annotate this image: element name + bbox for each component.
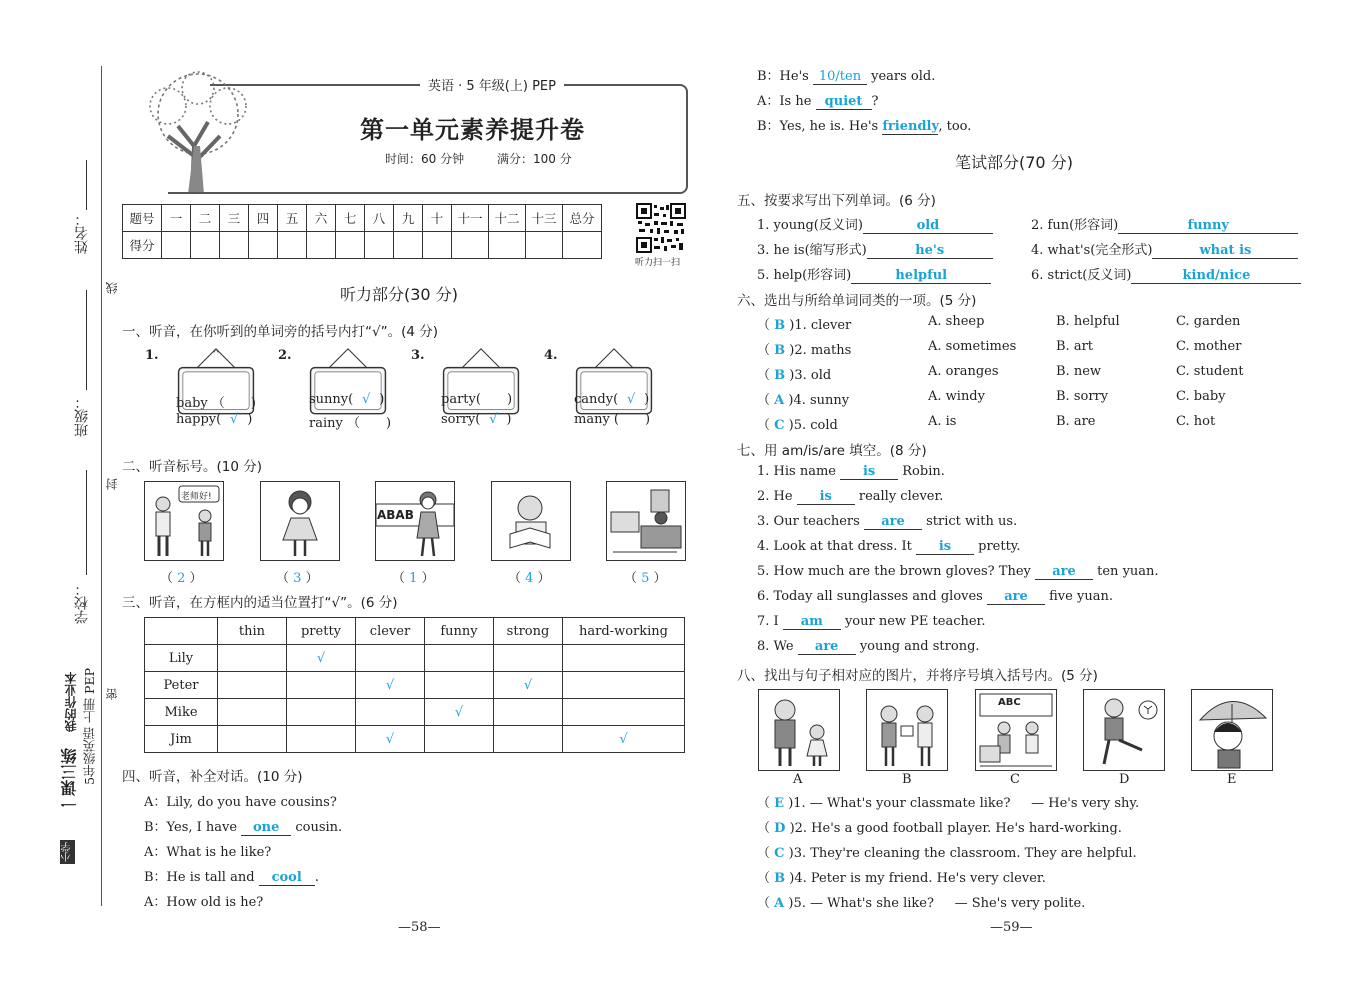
check-cell[interactable]: √ <box>356 726 425 753</box>
q7-text: 6. Today all sunglasses and gloves <box>757 589 983 604</box>
q7-text: 1. His name <box>757 464 836 479</box>
option-b: B. new <box>1056 364 1102 379</box>
dialog-line: years old. <box>871 69 936 84</box>
check-cell[interactable] <box>218 726 287 753</box>
check-mark[interactable]: √ <box>362 392 371 407</box>
picture-c-cleaning <box>975 689 1057 771</box>
q7-title: 七、用 am/is/are 填空。(8 分) <box>737 443 927 459</box>
q2-answer[interactable]: 1 <box>409 571 418 586</box>
q8-sentence: )4. Peter is my friend. He's very clever. <box>789 871 1046 886</box>
choice-answer[interactable]: C <box>774 418 785 433</box>
speech-bubble-text: 老师好! <box>181 492 212 502</box>
choice-answer[interactable]: B <box>774 318 786 333</box>
listening-section-title: 听力部分(30 分) <box>340 285 458 304</box>
picture-girl <box>260 481 340 561</box>
table-header: strong <box>494 618 563 645</box>
q5-title: 五、按要求写出下列单词。(6 分) <box>737 193 936 209</box>
table-row <box>145 699 685 726</box>
q8-sentence: )1. — What's your classmate like? — He's very shy. <box>788 796 1140 811</box>
option-c: C. garden <box>1176 314 1241 329</box>
score-row-label: 题号 <box>123 205 162 232</box>
check-cell[interactable] <box>494 726 563 753</box>
name-underline <box>86 160 88 210</box>
choice-answer[interactable]: B <box>774 343 786 358</box>
option-c: C. baby <box>1176 389 1226 404</box>
table-row <box>145 726 685 753</box>
choice-answer[interactable]: A <box>774 896 785 911</box>
check-mark[interactable]: √ <box>489 412 498 427</box>
q7-text: 3. Our teachers <box>757 514 860 529</box>
q1-title: 一、听音，在你听到的单词旁的括号内打“√”。(4 分) <box>122 324 439 340</box>
score-cell[interactable] <box>278 232 307 259</box>
answer-blank[interactable]: friendly <box>882 119 940 134</box>
table-row <box>145 672 685 699</box>
page-number: —59— <box>990 920 1033 935</box>
score-col: 八 <box>365 205 394 232</box>
writing-section-title: 笔试部分(70 分) <box>955 153 1073 172</box>
option-c: C. student <box>1176 364 1244 379</box>
picture-teacher-greeting <box>144 481 224 561</box>
choice-answer[interactable]: C <box>774 846 785 861</box>
check-cell[interactable] <box>494 645 563 672</box>
answer-blank[interactable]: kind/nice <box>1131 268 1301 284</box>
secret-mark: 密 <box>105 688 119 700</box>
q7-text: 2. He <box>757 489 793 504</box>
q7-text: your new PE teacher. <box>844 614 986 629</box>
option-a: A. sheep <box>928 314 985 329</box>
score-col: 七 <box>336 205 365 232</box>
q5-question: 5. help(形容词) <box>757 268 852 283</box>
school-label: 学校： <box>74 582 90 624</box>
full-score-label: 满分：100 分 <box>497 152 572 166</box>
check-cell[interactable]: √ <box>494 672 563 699</box>
answer-blank[interactable]: is <box>797 489 855 505</box>
q2-answer[interactable]: 5 <box>641 571 650 586</box>
answer-blank[interactable]: am <box>783 614 841 630</box>
q7-text: pretty. <box>978 539 1021 554</box>
q1-word: happy( <box>176 412 222 427</box>
table-header: funny <box>425 618 494 645</box>
q6-word: )1. clever <box>789 318 852 333</box>
check-cell[interactable] <box>425 726 494 753</box>
q6-word: )4. sunny <box>788 393 850 408</box>
q6-word: )2. maths <box>789 343 852 358</box>
row-name: Mike <box>145 699 218 726</box>
score-col: 一 <box>162 205 191 232</box>
q6-title: 六、选出与所给单词同类的一项。(5 分) <box>737 293 977 309</box>
q7-text: young and strong. <box>859 639 980 654</box>
picture-boy-reading <box>491 481 571 561</box>
answer-blank[interactable]: what is <box>1152 243 1298 259</box>
check-cell[interactable] <box>356 645 425 672</box>
q7-text: 4. Look at that dress. It <box>757 539 912 554</box>
qr-code-icon[interactable] <box>636 203 686 253</box>
check-cell[interactable] <box>563 672 685 699</box>
table-header <box>145 618 218 645</box>
option-a: A. oranges <box>928 364 999 379</box>
picture-e-shy-boy <box>1191 689 1273 771</box>
hanging-sign <box>427 346 535 418</box>
score-row-label: 得分 <box>123 232 162 259</box>
q1-word: sorry( <box>441 412 481 427</box>
picture-girl-cleaning <box>606 481 686 561</box>
check-cell[interactable] <box>287 726 356 753</box>
score-col: 总分 <box>563 205 602 232</box>
check-cell[interactable] <box>563 645 685 672</box>
q7-text: really clever. <box>858 489 944 504</box>
q2-answer[interactable]: 2 <box>177 571 186 586</box>
page-title: 第一单元素养提升卷 <box>360 115 585 144</box>
picture-blackboard-girl <box>375 481 455 561</box>
answer-blank[interactable]: is <box>916 539 974 555</box>
answer-blank[interactable]: is <box>840 464 898 480</box>
option-a: A. windy <box>928 389 985 404</box>
q7-text: 7. I <box>757 614 779 629</box>
q5-question: 4. what's(完全形式) <box>1031 243 1153 258</box>
q5-question: 3. he is(缩写形式) <box>757 243 867 258</box>
option-c: C. mother <box>1176 339 1242 354</box>
score-col: 九 <box>394 205 423 232</box>
q1-num: 1. <box>145 348 159 363</box>
table-header: hard-working <box>563 618 685 645</box>
score-cell[interactable] <box>191 232 220 259</box>
score-col: 十一 <box>452 205 489 232</box>
q7-text: 8. We <box>757 639 794 654</box>
hanging-sign <box>294 346 402 418</box>
q5-question: 2. fun(形容词) <box>1031 218 1119 233</box>
q8-sentence: )2. He's a good football player. He's hard-working. <box>789 821 1122 836</box>
q1-num: 4. <box>544 348 558 363</box>
score-col: 五 <box>278 205 307 232</box>
qr-label: 听力扫一扫 <box>635 258 681 268</box>
q1-word: candy( <box>574 392 619 407</box>
option-a: A. is <box>928 414 957 429</box>
picture-label: C <box>1010 772 1020 787</box>
option-b: B. helpful <box>1056 314 1120 329</box>
dialog-line: B：Yes, I have <box>144 820 238 835</box>
score-cell[interactable] <box>336 232 365 259</box>
picture-label: B <box>902 772 912 787</box>
q7-text: Robin. <box>902 464 945 479</box>
score-cell[interactable] <box>452 232 489 259</box>
dialog-line: A：Is he <box>757 94 812 109</box>
choice-answer[interactable]: E <box>774 796 785 811</box>
score-col: 六 <box>307 205 336 232</box>
answer-blank[interactable]: 10/ten <box>813 69 867 85</box>
dialog-line: A：How old is he? <box>144 895 264 910</box>
check-cell[interactable]: √ <box>356 672 425 699</box>
q1-word: many ( <box>574 412 619 427</box>
check-cell[interactable] <box>356 699 425 726</box>
class-label: 班级： <box>74 395 90 437</box>
score-col: 十二 <box>489 205 526 232</box>
q6-word: )3. old <box>789 368 832 383</box>
q7-text: ten yuan. <box>1097 564 1159 579</box>
check-cell[interactable] <box>218 672 287 699</box>
dialog-line: , too. <box>938 119 972 134</box>
time-label: 时间：60 分钟 <box>385 152 465 166</box>
table-header: clever <box>356 618 425 645</box>
choice-answer[interactable]: A <box>774 393 785 408</box>
score-cell[interactable] <box>489 232 526 259</box>
q1-num: 2. <box>278 348 292 363</box>
q8-sentence: )5. — What's she like? — She's very polite. <box>788 896 1086 911</box>
table-row <box>145 645 685 672</box>
q1-word: sunny( <box>309 392 354 407</box>
q1-word: baby （ <box>176 396 225 411</box>
dialog-line: B：He is tall and <box>144 870 255 885</box>
tree-icon <box>128 66 268 196</box>
score-cell[interactable] <box>249 232 278 259</box>
answer-blank[interactable]: one <box>241 820 291 836</box>
answer-blank[interactable]: quiet <box>816 94 872 110</box>
score-cell[interactable] <box>220 232 249 259</box>
dialog-line: B：Yes, he is. He's <box>757 119 879 134</box>
check-cell[interactable] <box>494 699 563 726</box>
q7-text: five yuan. <box>1049 589 1113 604</box>
table-header: pretty <box>287 618 356 645</box>
page-number: —58— <box>398 920 441 935</box>
check-cell[interactable] <box>563 699 685 726</box>
picture-b-friends <box>866 689 948 771</box>
check-mark[interactable]: √ <box>230 412 239 427</box>
row-name: Peter <box>145 672 218 699</box>
check-cell[interactable]: √ <box>563 726 685 753</box>
score-table <box>122 204 602 259</box>
score-col: 二 <box>191 205 220 232</box>
table-header: thin <box>218 618 287 645</box>
brand-logo: 一课三练 <box>60 748 79 812</box>
picture-d-football <box>1083 689 1165 771</box>
q2-answer[interactable]: 4 <box>525 571 534 586</box>
score-col: 十 <box>423 205 452 232</box>
dialog-line: ? <box>871 94 879 109</box>
q5-question: 6. strict(反义词) <box>1031 268 1132 283</box>
line-mark: 线 <box>105 282 119 294</box>
score-cell[interactable] <box>423 232 452 259</box>
score-col: 四 <box>249 205 278 232</box>
answer-blank[interactable]: funny <box>1118 218 1298 234</box>
check-cell[interactable] <box>287 672 356 699</box>
answer-blank[interactable]: are <box>798 639 856 655</box>
q6-word: )5. cold <box>788 418 838 433</box>
brand-small: 小学 <box>62 842 73 862</box>
answer-blank[interactable]: are <box>987 589 1045 605</box>
q2-answer[interactable]: 3 <box>293 571 302 586</box>
q2-title: 二、听音标号。(10 分) <box>122 459 263 475</box>
option-b: B. art <box>1056 339 1094 354</box>
dialog-line: cousin. <box>295 820 343 835</box>
score-cell[interactable] <box>563 232 602 259</box>
dialog-line: . <box>314 870 319 885</box>
q8-title: 八、找出与句子相对应的图片，并将序号填入括号内。(5 分) <box>737 668 1098 684</box>
q7-text: 5. How much are the brown gloves? They <box>757 564 1031 579</box>
check-cell[interactable] <box>218 645 287 672</box>
answer-blank[interactable]: are <box>1035 564 1093 580</box>
q3-title: 三、听音，在方框内的适当位置打“√”。(6 分) <box>122 595 398 611</box>
hanging-sign <box>560 346 668 418</box>
option-b: B. are <box>1056 414 1096 429</box>
option-b: B. sorry <box>1056 389 1109 404</box>
q1-word: party( <box>441 392 481 407</box>
grade-label: 5年级英语 上册 PEP <box>82 668 97 785</box>
school-underline <box>86 470 88 575</box>
score-cell[interactable] <box>394 232 423 259</box>
answer-blank[interactable]: old <box>863 218 993 234</box>
choice-answer[interactable]: B <box>774 871 786 886</box>
dialog-line: A：Lily, do you have cousins? <box>144 795 337 810</box>
answer-blank[interactable]: helpful <box>851 268 991 284</box>
choice-answer[interactable]: B <box>774 368 786 383</box>
q1-num: 3. <box>411 348 425 363</box>
check-cell[interactable]: √ <box>287 645 356 672</box>
check-mark[interactable]: √ <box>627 392 636 407</box>
q7-text: strict with us. <box>926 514 1018 529</box>
check-cell[interactable] <box>218 699 287 726</box>
score-cell[interactable] <box>162 232 191 259</box>
class-underline <box>86 290 88 390</box>
picture-a-polite <box>758 689 840 771</box>
blackboard-text: ABC <box>998 697 1021 708</box>
option-c: C. hot <box>1176 414 1216 429</box>
brand-sub: 我的作业本 <box>64 672 78 732</box>
row-name: Jim <box>145 726 218 753</box>
check-cell[interactable] <box>287 699 356 726</box>
picture-label: E <box>1227 772 1237 787</box>
trait-table <box>144 617 685 753</box>
q4-title: 四、听音，补全对话。(10 分) <box>122 769 303 785</box>
blackboard-text: ABAB <box>377 508 414 522</box>
check-cell[interactable] <box>425 672 494 699</box>
score-col: 十三 <box>526 205 563 232</box>
picture-label: A <box>793 772 803 787</box>
score-col: 三 <box>220 205 249 232</box>
choice-answer[interactable]: D <box>774 821 786 836</box>
subject-label: 英语 · 5 年级(上) PEP <box>420 75 564 94</box>
score-cell[interactable] <box>365 232 394 259</box>
picture-label: D <box>1119 772 1130 787</box>
row-name: Lily <box>145 645 218 672</box>
answer-blank[interactable]: are <box>864 514 922 530</box>
name-label: 姓名： <box>74 212 90 254</box>
option-a: A. sometimes <box>928 339 1017 354</box>
dialog-line: A：What is he like? <box>144 845 272 860</box>
dialog-line: B：He's <box>757 69 809 84</box>
check-cell[interactable]: √ <box>425 699 494 726</box>
score-cell[interactable] <box>307 232 336 259</box>
q1-word: rainy （ <box>309 416 360 431</box>
q5-question: 1. young(反义词) <box>757 218 863 233</box>
answer-blank[interactable]: he's <box>867 243 993 259</box>
seal-mark: 封 <box>105 478 119 490</box>
q8-sentence: )3. They're cleaning the classroom. They are helpful. <box>788 846 1137 861</box>
check-cell[interactable] <box>425 645 494 672</box>
answer-blank[interactable]: cool <box>259 870 315 886</box>
score-cell[interactable] <box>526 232 563 259</box>
